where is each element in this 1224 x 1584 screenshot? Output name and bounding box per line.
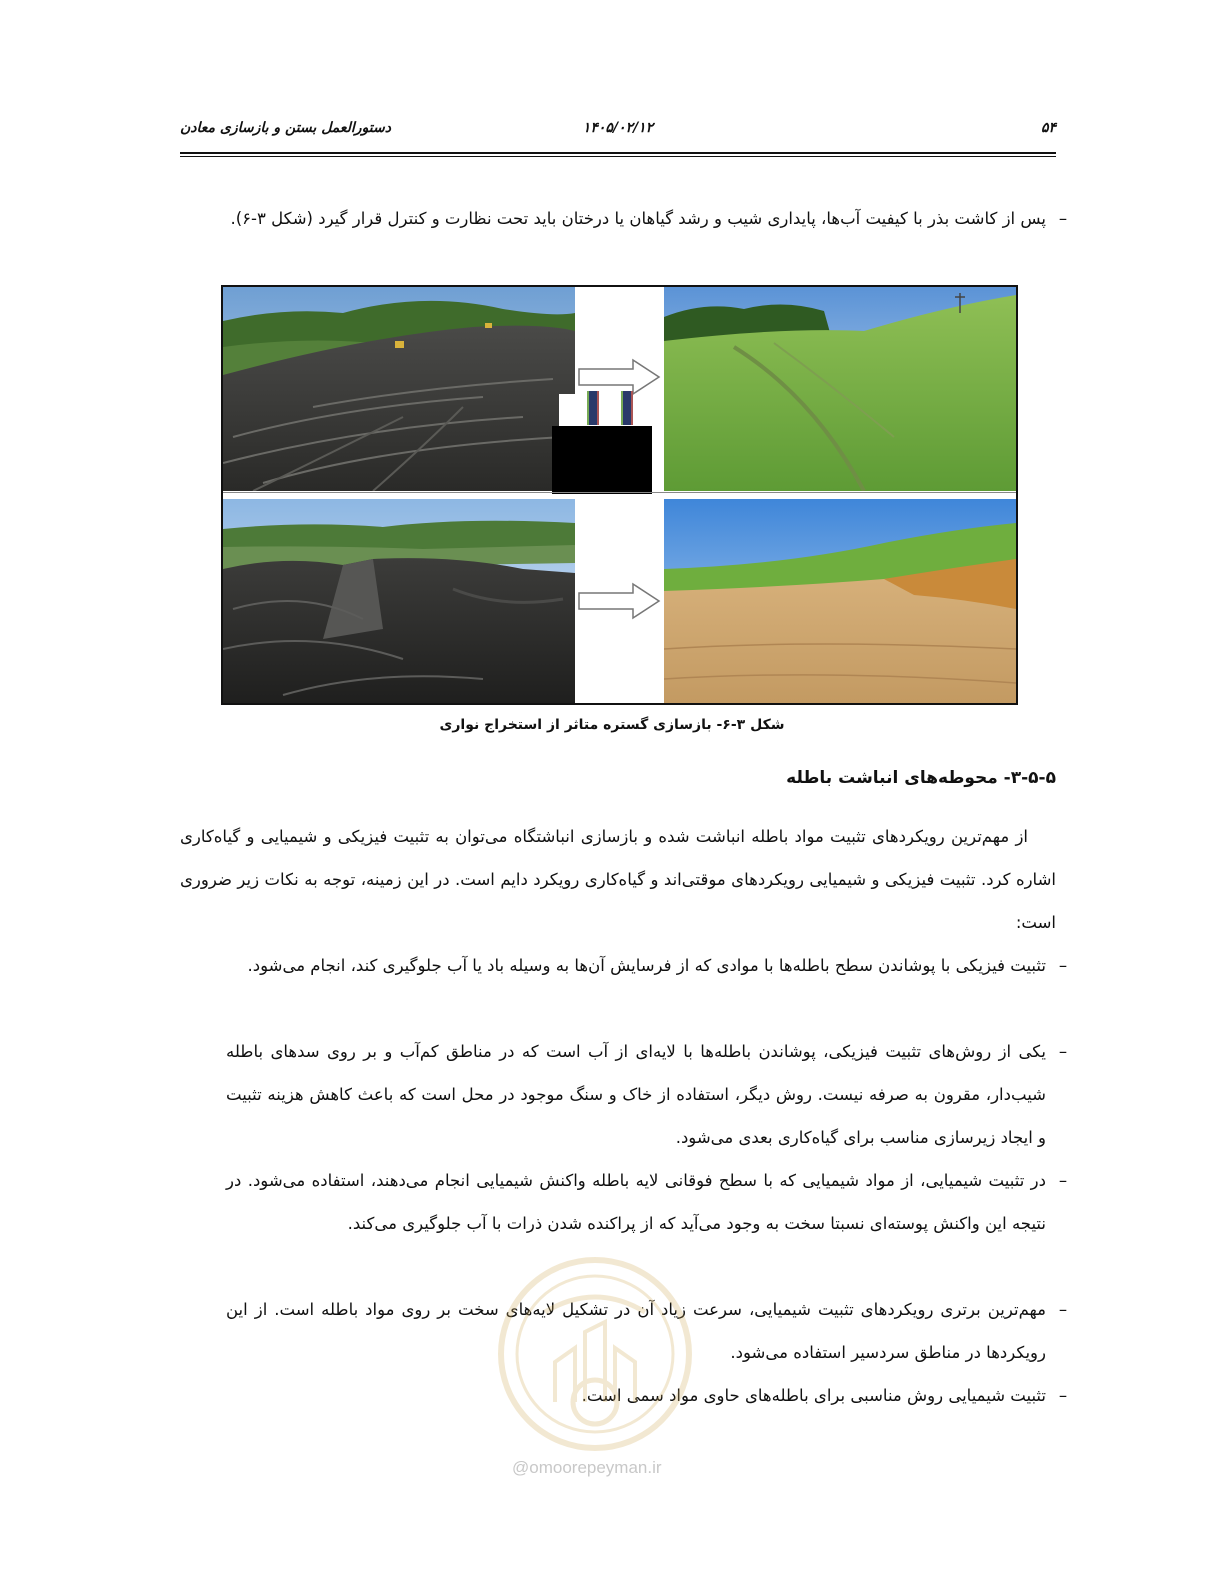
redaction-block: [559, 394, 579, 426]
redaction-block: [552, 426, 652, 494]
list-item-text: در تثبیت شیمیایی، از مواد شیمیایی که با سطح فوقانی لایه باطله واکنش شیمیایی انجام می‌دهند، استفاده می‌شود. در نتیجه این واکنش پوسته‌ای نسبتا سخت به وجود می‌آید که از پراکنده شدن ذرات با آب جلوگیری می‌کند.: [226, 1171, 1046, 1233]
header-date: ۱۴۰۵/۰۲/۱۲: [582, 120, 654, 136]
figure-caption: شکل ۳-۶- بازسازی گستره متاثر از استخراج نواری: [439, 717, 785, 733]
list-item: [226, 1030, 1068, 1159]
dash-bullet-icon: –: [1058, 209, 1068, 228]
dash-bullet-icon: –: [1058, 956, 1068, 975]
running-header: [180, 120, 1056, 144]
header-rule: [180, 152, 1056, 154]
photo-spoil-before-bottom: [223, 499, 575, 703]
photo-slope-after-top: [664, 287, 1016, 491]
dash-bullet-icon: –: [1058, 1042, 1068, 1061]
watermark-site: @omoorepeyman.ir: [512, 1458, 662, 1477]
list-item-text: مهم‌ترین برتری رویکردهای تثبیت شیمیایی، سرعت زیاد آن در تشکیل لایه‌های سخت بر روی مواد باطله است. از این رویکردها در مناطق سردسیر استفاده می‌شود.: [226, 1300, 1046, 1362]
dash-bullet-icon: –: [1058, 1171, 1068, 1190]
figure: [221, 285, 1018, 705]
photo-slope-after-bottom: [664, 499, 1016, 703]
photo-spoil-before-top: [223, 287, 575, 491]
arrow-right-icon: [575, 581, 664, 621]
watermark-seal-icon: [495, 1252, 695, 1457]
header-title: دستورالعمل بستن و بازسازی معادن: [180, 120, 391, 136]
dash-bullet-icon: –: [1058, 1300, 1068, 1319]
redaction-strip: [621, 391, 633, 425]
header-rule-thin: [180, 156, 1056, 157]
list-item: [226, 1159, 1068, 1245]
list-item: [226, 944, 1068, 987]
list-item: [226, 197, 1068, 240]
list-item-text: تثبیت فیزیکی با پوشاندن سطح باطله‌ها با موادی که از فرسایش آن‌ها به وسیله باد یا آب جلوگیری کند، انجام می‌شود.: [247, 956, 1046, 975]
redaction-strip: [587, 391, 599, 425]
section-heading: ۳-۵-۵- محوطه‌های انباشت باطله: [786, 768, 1056, 788]
figure-divider: [223, 492, 1016, 493]
dash-bullet-icon: –: [1058, 1386, 1068, 1405]
list-item-text: تثبیت شیمیایی روش مناسبی برای باطله‌های حاوی مواد سمی است.: [581, 1386, 1046, 1405]
list-item-text: پس از کاشت بذر با کیفیت آب‌ها، پایداری شیب و رشد گیاهان یا درختان باید تحت نظارت و کنترل قرار گیرد (شکل ۳-۶).: [230, 209, 1046, 228]
section-paragraph: از مهم‌ترین رویکردهای تثبیت مواد باطله انباشت شده و بازسازی انباشتگاه می‌توان به تثبیت فیزیکی و شیمیایی و گیاه‌کاری اشاره کرد. تثبیت فیزیکی و شیمیایی رویکردهای موقتی‌اند و گیاه‌کاری رویکرد دایم است. در این زمینه، توجه به نکات زیر ضروری است:: [180, 827, 1056, 932]
list-item-text: یکی از روش‌های تثبیت فیزیکی، پوشاندن باطله‌ها با لایه‌ای از آب است که در مناطق کم‌آب و بر روی سدهای باطله شیب‌دار، مقرون به صرفه نیست. روش دیگر، استفاده از خاک و سنگ موجود در محل است که باعث کاهش هزینه تثبیت و ایجاد زیرسازی مناسب برای گیاه‌کاری بعدی می‌شود.: [226, 1042, 1046, 1147]
page-number: ۵۴: [1040, 120, 1056, 136]
